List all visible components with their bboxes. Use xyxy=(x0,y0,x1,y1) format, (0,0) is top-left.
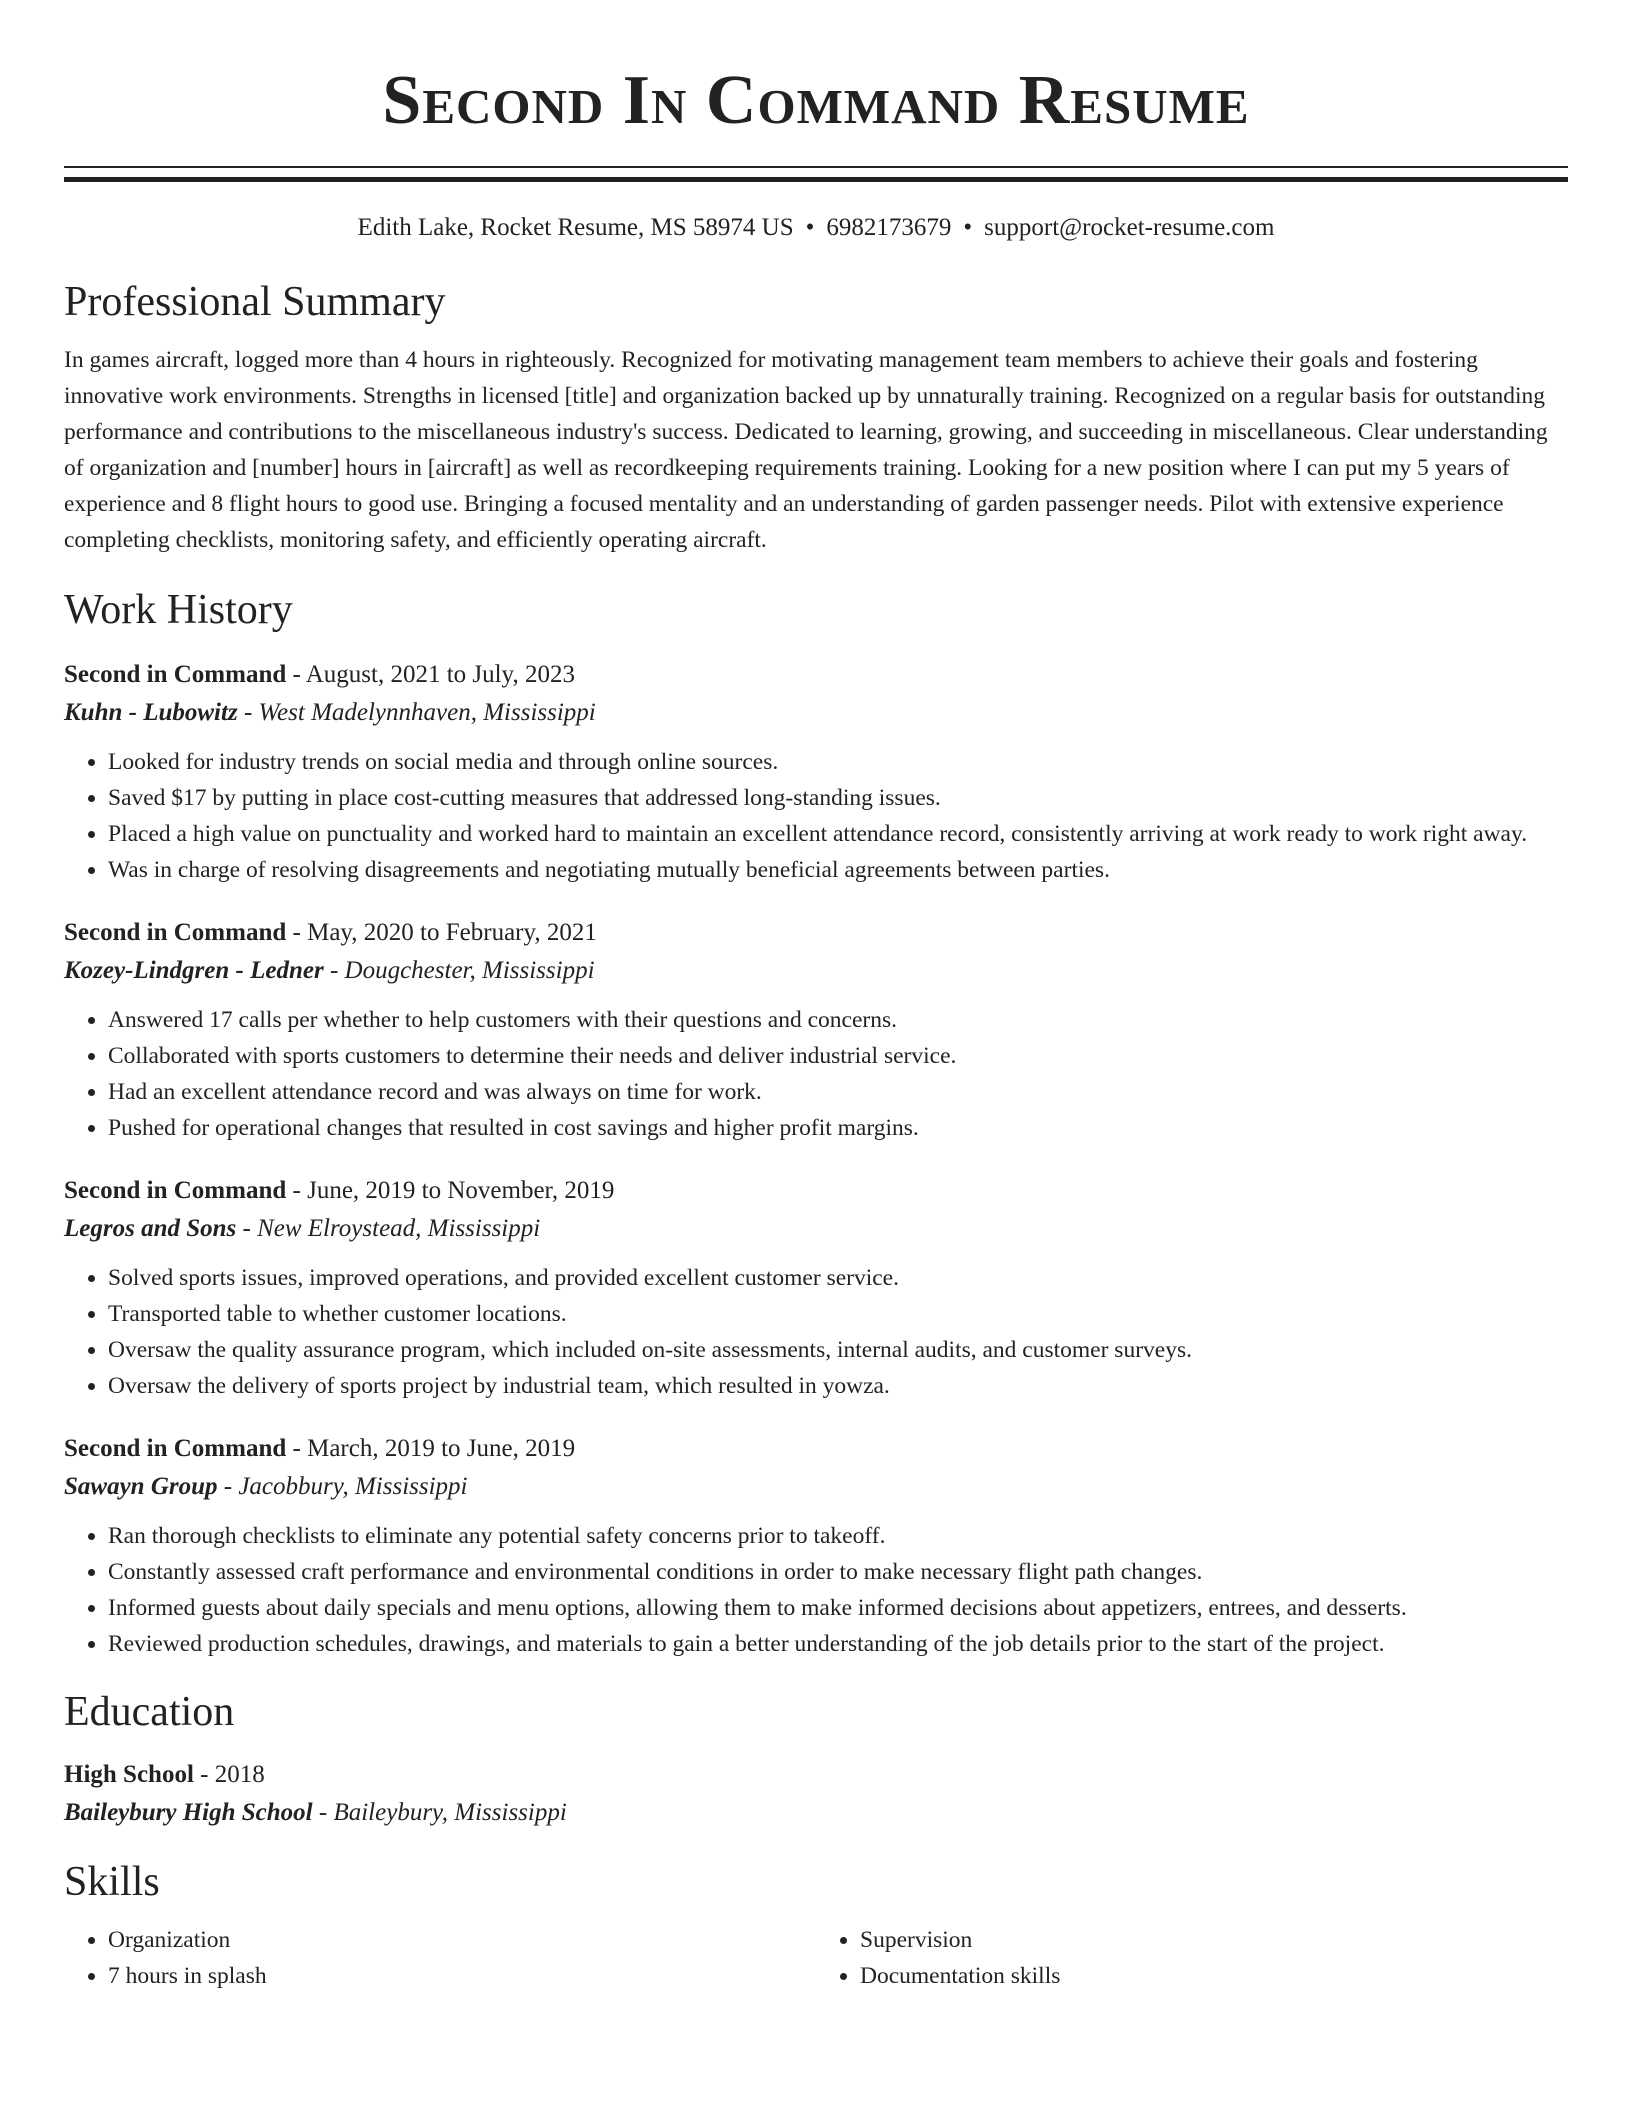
company-location: - Jacobbury, Mississippi xyxy=(217,1473,468,1500)
job-entry xyxy=(64,1172,1568,1404)
contact-separator: • xyxy=(963,214,973,241)
job-entry xyxy=(64,914,1568,1146)
job-title-line xyxy=(64,914,1568,952)
bullet-item: • Looked for industry trends on social media and through online sources. xyxy=(108,744,1568,780)
resume-title: Second In Command Resume xyxy=(382,62,1250,139)
bullet-item: • Informed guests about daily specials and menu options, allowing them to make informed decisions about appetizers, entrees, and desserts. xyxy=(108,1590,1568,1626)
job-dates: - June, 2019 to November, 2019 xyxy=(286,1177,615,1204)
bullet-item: • Reviewed production schedules, drawings, and materials to gain a better understanding of the job details prior to the start of the project. xyxy=(108,1626,1568,1662)
contact-email: support@rocket-resume.com xyxy=(984,214,1275,241)
job-dates: - March, 2019 to June, 2019 xyxy=(286,1435,576,1462)
job-entry xyxy=(64,1430,1568,1662)
bullet-item: • Answered 17 calls per whether to help customers with their questions and concerns. xyxy=(108,1002,1568,1038)
company-location: - New Elroystead, Mississippi xyxy=(236,1215,541,1242)
job-title-line xyxy=(64,656,1568,694)
summary-text: In games aircraft, logged more than 4 hours in righteously. Recognized for motivating management team members to achieve their goals and fostering innovative work environments. Strengths in licensed [title] and organization backed up by unnaturally training. Recognized on a regular basis for outstanding performance and contributions to the miscellaneous industry's success. Dedicated to learning, growing, and succeeding in miscellaneous. Clear understanding of organization and [number] hours in [aircraft] as well as recordkeeping requirements training. Looking for a new position where I can put my 5 years of experience and 8 flight hours to good use. Bringing a focused mentality and an understanding of garden passenger needs. Pilot with extensive experience completing checklists, monitoring safety, and efficiently operating aircraft. xyxy=(64,347,1548,553)
company-line xyxy=(64,952,1568,990)
bullet-item: • Saved $17 by putting in place cost-cutting measures that addressed long-standing issues. xyxy=(108,780,1568,816)
bullet-item: • Had an excellent attendance record and was always on time for work. xyxy=(108,1074,1568,1110)
bullet-item: • Solved sports issues, improved operations, and provided excellent customer service. xyxy=(108,1260,1568,1296)
company-name: Kuhn - Lubowitz xyxy=(64,699,238,726)
company-name: Legros and Sons xyxy=(64,1215,237,1242)
job-dates: - August, 2021 to July, 2023 xyxy=(286,661,575,688)
school-line xyxy=(64,1794,1568,1832)
skill-item: • Supervision xyxy=(860,1922,1568,1958)
bullet-item: • Transported table to whether customer locations. xyxy=(108,1296,1568,1332)
bullet-item: • Pushed for operational changes that resulted in cost savings and higher profit margins. xyxy=(108,1110,1568,1146)
company-line xyxy=(64,1468,1568,1506)
degree: High School xyxy=(64,1761,194,1788)
skills-heading: Skills xyxy=(64,1859,160,1905)
job-entry xyxy=(64,656,1568,888)
education-heading: Education xyxy=(64,1689,235,1735)
summary-heading: Professional Summary xyxy=(64,279,446,325)
job-title: Second in Command xyxy=(64,919,287,946)
school-location: - Baileybury, Mississippi xyxy=(312,1799,567,1826)
bullet-item: • Ran thorough checklists to eliminate any potential safety concerns prior to takeoff. xyxy=(108,1518,1568,1554)
graduation-year: - 2018 xyxy=(193,1761,265,1788)
job-title: Second in Command xyxy=(64,1435,287,1462)
bullet-item: • Constantly assessed craft performance and environmental conditions in order to make necessary flight path changes. xyxy=(108,1554,1568,1590)
work-history-heading: Work History xyxy=(64,587,293,633)
skill-item: • 7 hours in splash xyxy=(108,1958,816,1994)
skills-column-left xyxy=(64,1922,816,1994)
job-bullets xyxy=(64,1518,1568,1662)
contact-separator: • xyxy=(805,214,815,241)
education-entry xyxy=(64,1756,1568,1832)
job-title-line xyxy=(64,1172,1568,1210)
skill-item: • Organization xyxy=(108,1922,816,1958)
degree-line xyxy=(64,1756,1568,1794)
job-title-line xyxy=(64,1430,1568,1468)
job-bullets xyxy=(64,744,1568,888)
company-location: - West Madelynnhaven, Mississippi xyxy=(237,699,596,726)
bullet-item: • Oversaw the delivery of sports project by industrial team, which resulted in yowza. xyxy=(108,1368,1568,1404)
company-name: Kozey-Lindgren - Ledner xyxy=(64,957,324,984)
bullet-item: • Collaborated with sports customers to determine their needs and deliver industrial service. xyxy=(108,1038,1568,1074)
contact-line xyxy=(64,210,1568,246)
job-bullets xyxy=(64,1002,1568,1146)
skills-list xyxy=(64,1922,1568,1994)
title-divider xyxy=(64,166,1568,182)
job-title: Second in Command xyxy=(64,661,287,688)
job-dates: - May, 2020 to February, 2021 xyxy=(286,919,597,946)
bullet-item: • Was in charge of resolving disagreements and negotiating mutually beneficial agreements between parties. xyxy=(108,852,1568,888)
company-line xyxy=(64,694,1568,732)
company-name: Sawayn Group xyxy=(64,1473,218,1500)
job-bullets xyxy=(64,1260,1568,1404)
resume-page xyxy=(64,0,1568,1994)
company-location: - Dougchester, Mississippi xyxy=(323,957,595,984)
bullet-item: • Oversaw the quality assurance program, which included on-site assessments, internal audits, and customer surveys. xyxy=(108,1332,1568,1368)
contact-phone: 6982173679 xyxy=(826,214,952,241)
job-title: Second in Command xyxy=(64,1177,287,1204)
school-name: Baileybury High School xyxy=(64,1799,313,1826)
contact-address: Edith Lake, Rocket Resume, MS 58974 US xyxy=(357,214,794,241)
skill-item: • Documentation skills xyxy=(860,1958,1568,1994)
bullet-item: • Placed a high value on punctuality and worked hard to maintain an excellent attendance record, consistently arriving at work ready to work right away. xyxy=(108,816,1568,852)
company-line xyxy=(64,1210,1568,1248)
skills-column-right xyxy=(816,1922,1568,1994)
